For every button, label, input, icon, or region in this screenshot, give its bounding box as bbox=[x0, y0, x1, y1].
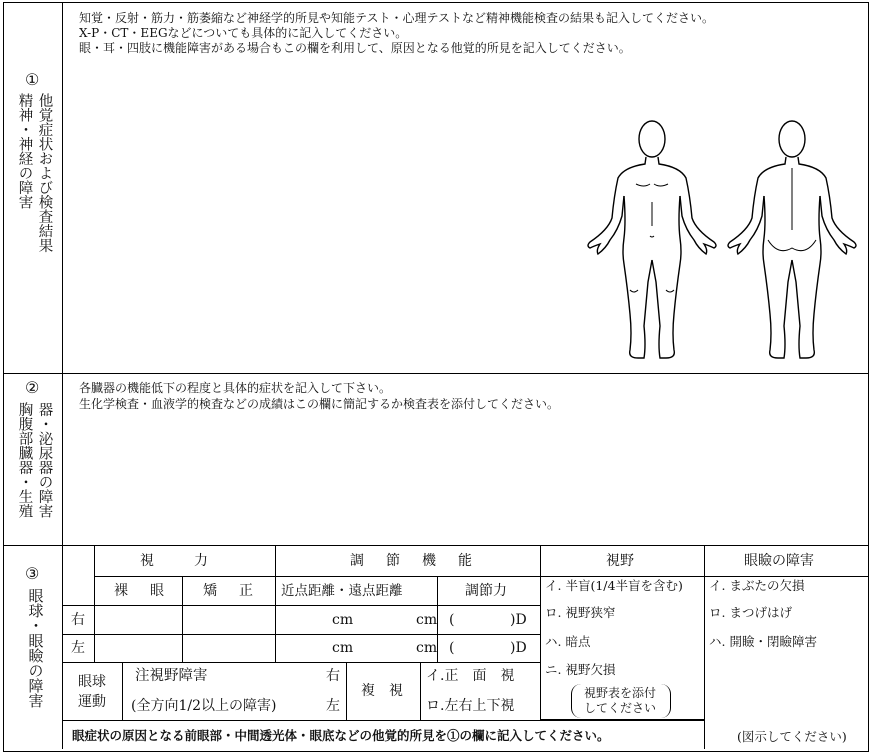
diplopia-front-option[interactable]: イ.正 面 視 bbox=[426, 668, 515, 684]
diplopia-label: 複 視 bbox=[361, 683, 403, 699]
accommodation-left-close: )D bbox=[510, 640, 527, 656]
accommodation-power-header: 調節力 bbox=[465, 583, 507, 599]
grid-line bbox=[540, 719, 704, 720]
eye-movement-label-2: 運動 bbox=[78, 694, 106, 710]
eyelid-header: 眼瞼の障害 bbox=[744, 553, 814, 569]
near-point-right-unit: cm bbox=[332, 612, 354, 628]
body-diagram-back[interactable] bbox=[726, 118, 858, 364]
section1-instruction-3: 眼・耳・四肢に機能障害がある場合もこの欄を利用して、原因となる他覚的所見を記入してください。 bbox=[79, 41, 631, 55]
visual-field-defect[interactable]: ニ. 視野欠損 bbox=[545, 662, 616, 677]
far-point-right-unit: cm bbox=[416, 612, 438, 628]
section1-number: ① bbox=[25, 70, 40, 89]
section3-number: ③ bbox=[25, 564, 40, 583]
corrected-left-input[interactable] bbox=[184, 636, 273, 661]
eyelash-loss[interactable]: ロ. まつげはげ bbox=[709, 605, 792, 620]
visual-field-narrowing[interactable]: ロ. 視野狭窄 bbox=[545, 605, 616, 620]
section2-instruction-2: 生化学検査・血液学的検査などの成績はこの欄に簡記するか検査表を添付してください。 bbox=[79, 397, 560, 411]
diplopia-other-option[interactable]: ロ.左右上下視 bbox=[426, 698, 515, 714]
title-column-divider bbox=[62, 2, 63, 749]
visual-field-hemianopia[interactable]: イ. 半盲(1/4半盲を含む) bbox=[545, 578, 683, 593]
section2-title-line2: 胸腹部臓器・生殖 bbox=[16, 402, 33, 518]
eyelid-illustrate-note: (図示してください) bbox=[737, 729, 847, 744]
grid-line bbox=[275, 545, 276, 662]
section1-instruction-1: 知覚・反射・筋力・筋萎縮など神経学的所見や知能テスト・心理テストなど精神機能検査の結果も記入してください。 bbox=[79, 11, 715, 25]
grid-line bbox=[62, 662, 540, 663]
visual-acuity-header: 視 力 bbox=[140, 553, 212, 569]
section-divider-1 bbox=[3, 373, 869, 374]
section1-title-line1: 他覚症状および検査結果 bbox=[36, 93, 53, 253]
eyelid-defect[interactable]: イ. まぶたの欠損 bbox=[709, 578, 805, 593]
grid-line bbox=[437, 576, 438, 662]
section1-title-line2: 精神・神経の障害 bbox=[16, 93, 33, 209]
visual-field-scotoma[interactable]: ハ. 暗点 bbox=[545, 634, 591, 649]
visual-field-header: 視野 bbox=[606, 553, 634, 569]
attach-chart-note-2: してください bbox=[584, 701, 657, 715]
accommodation-header: 調 節 機 能 bbox=[350, 553, 476, 569]
accommodation-right-open: ( bbox=[449, 612, 455, 628]
naked-eye-left-input[interactable] bbox=[96, 636, 180, 661]
body-diagram-front[interactable] bbox=[584, 118, 720, 364]
section2-instruction-1: 各臓器の機能低下の程度と具体的症状を記入して下さい。 bbox=[79, 381, 392, 395]
row-right-label: 右 bbox=[71, 612, 85, 628]
grid-line bbox=[62, 605, 540, 606]
gaze-field-disorder: 注視野障害 bbox=[135, 668, 208, 684]
row-left-label: 左 bbox=[71, 640, 85, 656]
grid-line bbox=[704, 545, 705, 749]
accommodation-right-close: )D bbox=[510, 612, 527, 628]
far-point-left-unit: cm bbox=[416, 640, 438, 656]
section3-footer-note: 眼症状の原因となる前眼部・中間透光体・眼底などの他覚的所見を①の欄に記入してください。 bbox=[72, 728, 610, 743]
grid-line bbox=[182, 576, 183, 662]
accommodation-left-open: ( bbox=[449, 640, 455, 656]
section1-instruction-2: X-P・CT・EEGなどについても具体的に記入してください。 bbox=[79, 26, 408, 40]
grid-line bbox=[62, 720, 704, 721]
attach-chart-note-1: 視野表を添付 bbox=[584, 686, 657, 700]
eye-movement-label-1: 眼球 bbox=[78, 674, 106, 690]
eyelid-open-close-disorder[interactable]: ハ. 開瞼・閉瞼障害 bbox=[709, 634, 817, 649]
gaze-left-label: 左 bbox=[326, 698, 340, 714]
corrected-header: 矯 正 bbox=[203, 583, 257, 599]
gaze-right-label: 右 bbox=[326, 668, 340, 684]
section-divider-2 bbox=[3, 545, 869, 546]
grid-line bbox=[346, 662, 347, 720]
near-point-left-unit: cm bbox=[332, 640, 354, 656]
grid-line bbox=[94, 545, 95, 662]
grid-line bbox=[540, 545, 541, 720]
near-far-point-header: 近点距離・遠点距離 bbox=[281, 583, 403, 599]
grid-line bbox=[122, 662, 123, 720]
naked-eye-header: 裸 眼 bbox=[114, 583, 168, 599]
corrected-right-input[interactable] bbox=[184, 607, 273, 633]
grid-line bbox=[62, 634, 540, 635]
section2-title-line1: 器・泌尿器の障害 bbox=[36, 402, 53, 518]
naked-eye-right-input[interactable] bbox=[96, 607, 180, 633]
grid-line bbox=[94, 576, 540, 577]
gaze-field-criteria: (全方向1/2以上の障害) bbox=[131, 698, 277, 714]
section3-title: 眼球・眼瞼の障害 bbox=[26, 588, 45, 708]
grid-line bbox=[420, 662, 421, 720]
section2-number: ② bbox=[25, 378, 40, 397]
